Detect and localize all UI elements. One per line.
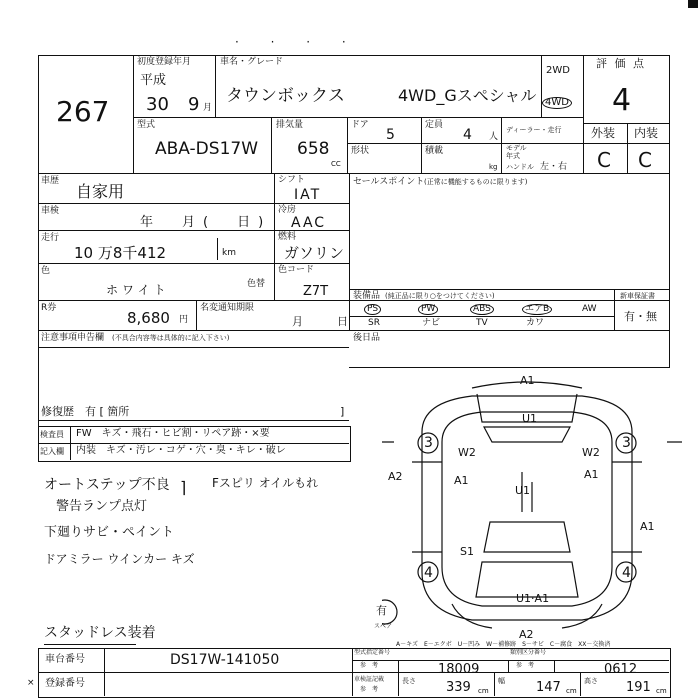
mileage-unit: km xyxy=(222,248,236,258)
new-warranty-value: 有・無 xyxy=(624,310,657,323)
remark-6: スタッドレス装着 xyxy=(44,625,156,641)
mileage-value: 10 万8千412 xyxy=(74,244,167,262)
chassis-label: 車台番号 xyxy=(45,654,85,665)
handle-value: 左・右 xyxy=(540,162,568,172)
mark-w2-right: W2 xyxy=(582,446,600,459)
notice-value: 月 日 xyxy=(292,315,352,328)
type-code-label: 型式指定番号 xyxy=(354,649,391,656)
notice-label: 名変通知期限 xyxy=(200,303,255,313)
height-label: 高さ xyxy=(584,677,598,685)
recycle-value: 8,680 xyxy=(127,309,170,327)
equip-airbag: エアB xyxy=(522,304,552,315)
load-kg: kg xyxy=(489,163,498,171)
remark-bracket: ⌉ xyxy=(180,478,187,497)
door-value: 5 xyxy=(386,127,395,143)
after-label: 後日品 xyxy=(353,333,381,343)
color-label: 色 xyxy=(41,266,51,276)
recycle-unit: 円 xyxy=(179,315,189,325)
length-unit: cm xyxy=(478,687,489,695)
equip-ps: PS xyxy=(364,304,381,315)
repair-history: 修復歴 有 [ 箇所 xyxy=(41,405,130,418)
inspector-row2: 内装 キズ・汚レ・コゲ・穴・臭・キレ・破レ xyxy=(76,445,286,456)
equip-tv: TV xyxy=(476,318,488,328)
handle-label: ハンドル xyxy=(506,163,534,171)
mark-u1-roof: U1 xyxy=(515,484,531,497)
new-warranty-label: 新車保証書 xyxy=(620,292,655,300)
spare-note: スペア xyxy=(374,623,393,630)
mark-3-fr: 3 xyxy=(622,435,631,451)
history-label: 車歴 xyxy=(41,176,60,186)
color-value: ホワイト xyxy=(106,283,170,297)
mark-3-fl: 3 xyxy=(424,435,433,451)
header-strip: · · · · xyxy=(235,35,360,49)
equipment-note: (純正品に限り○をつけてください) xyxy=(385,292,495,300)
aircon-value: AAC xyxy=(291,215,327,231)
spare-label: 有 xyxy=(376,604,387,617)
reg-month-unit: 月 xyxy=(203,103,213,113)
length-value: 339 xyxy=(446,680,471,695)
equip-aw: AW xyxy=(582,304,597,314)
mark-4-rr: 4 xyxy=(622,565,631,581)
ext-label: 外装 xyxy=(591,126,616,140)
shift-value: IAT xyxy=(294,187,322,203)
mark-a1-far-right: A1 xyxy=(640,520,655,533)
mark-u1-front: U1 xyxy=(522,412,538,425)
cc-unit: CC xyxy=(331,160,341,168)
reg-era: 平成 xyxy=(140,73,167,88)
mark-a1-right: A1 xyxy=(584,468,599,481)
color-code-value: Z7T xyxy=(303,284,329,299)
color-code-label: 色コード xyxy=(278,265,315,275)
corner-mark xyxy=(688,0,698,8)
width-unit: cm xyxy=(566,687,577,695)
fuel-label: 燃料 xyxy=(278,232,297,242)
length-label: 長さ xyxy=(402,677,416,685)
shift-label: シフト xyxy=(278,175,306,185)
shape-label: 形状 xyxy=(351,146,370,156)
dealer-label: ディーラー・走行 xyxy=(506,126,562,134)
inspection-label: 車検 xyxy=(41,206,60,216)
remark-5: Fスピリ オイルもれ xyxy=(212,476,319,490)
cert-label: 車検証記載 xyxy=(354,676,385,683)
recycle-label: R券 xyxy=(41,303,57,313)
inspector-row1: FW キズ・飛石・ヒビ割・リペア跡・×要 xyxy=(76,428,270,439)
equip-leather: カワ xyxy=(526,318,545,328)
score-value: 4 xyxy=(612,83,632,118)
sales-points-note: (正常に機能するものに限ります) xyxy=(424,178,528,186)
mark-u1-a1-rear: U1·A1 xyxy=(516,592,550,605)
notes-note: (不具合内容等は具体的に記入下さい) xyxy=(112,334,230,342)
equip-navi: ナビ xyxy=(422,318,441,328)
score-label: 評 価 点 xyxy=(596,57,646,70)
type-code-value: 18009 xyxy=(438,662,480,677)
aircon-label: 冷房 xyxy=(278,205,297,215)
model-year-label: 年式 xyxy=(506,152,520,160)
mark-a1-left: A1 xyxy=(454,474,469,487)
model-label: モデル xyxy=(506,144,527,152)
height-value: 191 xyxy=(626,680,651,695)
class-ref-label: 参 考 xyxy=(516,662,535,669)
repair-close: ] xyxy=(340,405,345,418)
cc-value: 658 xyxy=(297,139,330,159)
mark-a1-top: A1 xyxy=(520,374,535,387)
int-label: 内装 xyxy=(634,126,659,140)
equip-pw: PW xyxy=(418,304,438,315)
class-code-label: 類別区分番号 xyxy=(510,649,547,656)
mark-a2-left: A2 xyxy=(388,470,403,483)
inspection-value: 年 月( 日) xyxy=(140,215,272,230)
equip-sr: SR xyxy=(368,318,380,328)
mark-s1: S1 xyxy=(460,545,474,558)
damage-legend: A－キズ E－エクボ U－凹み W－補修跡 S－サビ C－腐食 XX－交換済 xyxy=(396,641,611,648)
remark-3: 下廻りサビ・ペイント xyxy=(44,525,175,540)
width-value: 147 xyxy=(536,680,561,695)
load-label: 積載 xyxy=(425,146,444,156)
sales-points-label: セールスポイント xyxy=(353,177,425,187)
ext-value: C xyxy=(597,148,611,172)
drive-2wd: 2WD xyxy=(546,65,570,76)
class-code-value: 0612 xyxy=(604,662,638,677)
color-change-label: 色替 xyxy=(247,279,266,289)
notes-label: 注意事項申告欄 xyxy=(41,333,105,343)
reg-number-label: 登録番号 xyxy=(45,678,85,689)
mark-4-rl: 4 xyxy=(424,565,433,581)
mark-w2-left: W2 xyxy=(458,446,476,459)
int-value: C xyxy=(638,148,652,172)
equipment-label: 装備品 xyxy=(353,291,381,301)
width-label: 幅 xyxy=(498,677,505,685)
mark-a2-bottom: A2 xyxy=(519,628,534,641)
height-unit: cm xyxy=(656,687,667,695)
type-ref-label: 参 考 xyxy=(360,662,379,669)
inspector-label: 検査員 xyxy=(40,430,64,439)
car-diagram xyxy=(382,372,682,642)
capacity-unit: 人 xyxy=(489,132,499,142)
mileage-label: 走行 xyxy=(41,233,60,243)
grade-name: 4WD_Gスペシャル xyxy=(398,86,537,105)
cert-ref-label: 参 考 xyxy=(360,686,379,693)
remark-1: オートステップ不良 xyxy=(44,477,170,493)
remark-4: ドアミラー ウインカー キズ xyxy=(44,552,195,566)
reg-year: 30 xyxy=(146,94,169,115)
drive-4wd: 4WD xyxy=(542,97,572,109)
capacity-value: 4 xyxy=(463,127,472,143)
door-label: ドア xyxy=(351,120,369,130)
name-label: 車名・グレード xyxy=(220,57,284,67)
equip-abs: ABS xyxy=(470,304,494,315)
type-value: ABA-DS17W xyxy=(155,139,259,159)
x-mark: × xyxy=(27,678,35,688)
entry-label: 記入欄 xyxy=(40,447,64,456)
reg-label: 初度登録年月 xyxy=(137,57,192,67)
capacity-label: 定員 xyxy=(425,120,444,130)
model-name: タウンボックス xyxy=(226,86,345,106)
lot-number: 267 xyxy=(56,95,110,128)
cc-label: 排気量 xyxy=(276,120,304,130)
history-value: 自家用 xyxy=(76,182,125,201)
reg-month: 9 xyxy=(188,94,200,115)
fuel-value: ガソリン xyxy=(284,244,345,262)
type-label: 型式 xyxy=(137,120,156,130)
chassis-value: DS17W-141050 xyxy=(170,652,280,668)
remark-2: 警告ランプ点灯 xyxy=(56,499,148,514)
